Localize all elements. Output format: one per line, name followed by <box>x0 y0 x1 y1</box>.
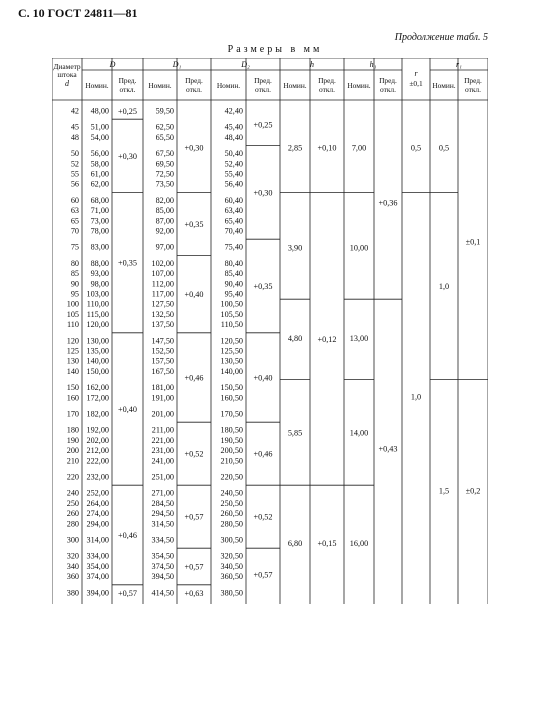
rod-diameter-value: 180 <box>66 425 79 435</box>
D2-nominal-value: 260,50 <box>220 509 243 519</box>
D2-nominal-value: 170,50 <box>220 409 243 419</box>
header-tolerance: Пред. <box>254 76 272 85</box>
header-tolerance: откл. <box>119 85 136 94</box>
rod-diameter-value: 42 <box>70 106 79 116</box>
D1-tol-value: +0,35 <box>184 219 204 229</box>
rod-diameter-value: 260 <box>66 509 79 519</box>
D-nominal-value: 68,00 <box>90 195 109 205</box>
D2-nominal-value: 200,50 <box>220 446 243 456</box>
D2-nominal-value: 50,40 <box>224 149 243 159</box>
D1-nominal-value: 221,00 <box>151 435 174 445</box>
D1-nominal-value: 374,50 <box>151 561 174 571</box>
D-nominal-value: 115,00 <box>86 309 109 319</box>
rod-diameter-value: 130 <box>66 356 79 366</box>
D-nominal-value: 212,00 <box>86 446 109 456</box>
h-nom-value: 3,90 <box>287 243 303 253</box>
D-nominal-value: 73,00 <box>90 216 109 226</box>
D2-nominal-value: 160,50 <box>220 393 243 403</box>
D-tol-value: +0,57 <box>118 588 137 598</box>
D2-nominal-value: 110,50 <box>220 320 243 330</box>
D1-nominal-value: 87,00 <box>155 216 174 226</box>
header-nominal: Номин. <box>85 81 109 90</box>
D1-nominal-value: 354,50 <box>151 551 174 561</box>
D-nominal-value: 88,00 <box>90 258 109 268</box>
D2-nominal-value: 80,40 <box>224 258 243 268</box>
rod-diameter-value: 150 <box>66 383 79 393</box>
D2-nominal-value: 120,50 <box>220 336 243 346</box>
header-nominal: Номин. <box>432 81 456 90</box>
D-nominal-value: 182,00 <box>86 409 109 419</box>
rod-diameter-value: 120 <box>66 336 79 346</box>
header-d: D <box>109 60 116 69</box>
D2-nominal-value: 70,40 <box>224 226 243 236</box>
D2-nominal-value: 42,40 <box>224 106 243 116</box>
D1-nominal-value: 72,50 <box>155 169 174 179</box>
rod-diameter-value: 125 <box>66 346 79 356</box>
h1-nom-value: 16,00 <box>349 539 369 549</box>
continuation-note: Продолжение табл. 5 <box>394 32 488 43</box>
header-tolerance: Пред. <box>118 76 137 85</box>
D1-nominal-value: 62,50 <box>155 122 174 132</box>
D1-tol-value: +0,52 <box>184 449 204 459</box>
D-nominal-value: 274,00 <box>86 509 109 519</box>
D1-nominal-value: 414,50 <box>151 588 174 598</box>
D-tol-value: +0,40 <box>118 405 137 414</box>
rod-diameter-value: 110 <box>67 320 79 330</box>
D1-tol-value: +0,57 <box>184 512 204 522</box>
h1-nom-value: 7,00 <box>351 143 367 153</box>
D2-nominal-value: 180,50 <box>220 425 243 435</box>
D1-nominal-value: 65,50 <box>155 132 174 142</box>
D2-tol-value: +0,25 <box>253 120 273 130</box>
h-nom-value: 6,80 <box>287 539 303 549</box>
D-nominal-value: 232,00 <box>86 472 109 482</box>
D-tol-value: +0,30 <box>118 151 137 161</box>
D1-nominal-value: 132,50 <box>151 309 174 319</box>
rod-diameter-value: 190 <box>66 435 79 445</box>
D1-nominal-value: 167,50 <box>151 366 174 376</box>
D2-nominal-value: 55,40 <box>224 169 243 179</box>
D2-nominal-value: 360,50 <box>220 572 243 582</box>
header-tolerance: откл. <box>186 85 202 94</box>
D-nominal-value: 264,00 <box>86 498 109 508</box>
D1-nominal-value: 334,50 <box>151 535 174 545</box>
rod-diameter-value: 50 <box>70 149 79 159</box>
rod-diameter-value: 52 <box>70 159 79 169</box>
r-value: 0,5 <box>410 143 422 153</box>
D1-tol-value: +0,46 <box>184 373 204 383</box>
rod-diameter-value: 140 <box>66 366 79 376</box>
D-nominal-value: 56,00 <box>90 149 109 159</box>
D-nominal-value: 54,00 <box>90 132 109 142</box>
rod-diameter-value: 55 <box>70 169 79 179</box>
D2-nominal-value: 190,50 <box>220 435 243 445</box>
D1-nominal-value: 127,50 <box>151 299 174 309</box>
rod-diameter-value: 340 <box>66 561 79 571</box>
D-nominal-value: 135,00 <box>86 346 109 356</box>
D1-nominal-value: 211,00 <box>151 425 174 435</box>
r1-nom-value: 1,5 <box>438 486 450 496</box>
D-nominal-value: 48,00 <box>90 106 109 116</box>
header-tolerance: откл. <box>380 85 396 94</box>
D2-nominal-value: 90,40 <box>224 279 243 289</box>
D2-nominal-value: 280,50 <box>220 519 243 529</box>
D-nominal-value: 334,00 <box>86 551 109 561</box>
D2-nominal-value: 65,40 <box>224 216 243 226</box>
rod-diameter-value: 100 <box>66 299 79 309</box>
D1-nominal-value: 82,00 <box>155 195 174 205</box>
header-r: r <box>414 69 418 78</box>
D1-nominal-value: 152,50 <box>151 346 174 356</box>
D-nominal-value: 98,00 <box>90 279 109 289</box>
D1-nominal-value: 137,50 <box>151 320 174 330</box>
D1-nominal-value: 102,00 <box>151 258 174 268</box>
rod-diameter-value: 90 <box>70 279 79 289</box>
D1-nominal-value: 394,50 <box>151 572 174 582</box>
header-nominal: Номин. <box>148 81 172 90</box>
header-d1: D₁ <box>172 60 182 69</box>
D1-nominal-value: 69,50 <box>155 159 174 169</box>
h-nom-value: 2,85 <box>287 143 303 153</box>
D1-nominal-value: 157,50 <box>151 356 174 366</box>
table-caption: Размеры в мм <box>227 44 323 55</box>
header-tolerance: Пред. <box>464 76 482 85</box>
rod-diameter-value: 60 <box>70 195 79 205</box>
D2-tol-value: +0,40 <box>253 373 273 383</box>
header-tolerance: откл. <box>319 85 335 94</box>
D1-nominal-value: 117,00 <box>151 289 174 299</box>
D1-nominal-value: 107,00 <box>151 269 174 279</box>
D-nominal-value: 61,00 <box>90 169 109 179</box>
D-nominal-value: 110,00 <box>86 299 109 309</box>
header-r: ±0,1 <box>409 79 423 88</box>
rod-diameter-value: 250 <box>66 498 79 508</box>
D2-nominal-value: 75,40 <box>224 242 243 252</box>
D2-nominal-value: 220,50 <box>220 472 243 482</box>
header-nominal: Номин. <box>283 81 307 90</box>
header-r1: r₁ <box>456 60 462 69</box>
D2-tol-value: +0,57 <box>253 570 273 580</box>
D-nominal-value: 83,00 <box>90 242 109 252</box>
D-nominal-value: 252,00 <box>86 488 109 498</box>
D2-nominal-value: 105,50 <box>220 309 243 319</box>
h-tol-value: +0,12 <box>317 334 337 344</box>
rod-diameter-value: 48 <box>70 132 79 142</box>
r1-tol-value: ±0,1 <box>465 237 481 247</box>
D-nominal-value: 62,00 <box>90 179 109 189</box>
rod-diameter-value: 210 <box>66 456 79 466</box>
D1-nominal-value: 251,00 <box>151 472 174 482</box>
D-nominal-value: 222,00 <box>86 456 109 466</box>
h1-tol-value: +0,36 <box>378 198 398 208</box>
rod-diameter-value: 63 <box>70 206 79 216</box>
D1-tol-value: +0,30 <box>184 143 204 153</box>
h1-nom-value: 13,00 <box>349 333 369 343</box>
h-tol-value: +0,10 <box>317 143 337 153</box>
D-nominal-value: 51,00 <box>90 122 109 132</box>
h-nom-value: 5,85 <box>287 428 303 438</box>
rod-diameter-value: 240 <box>66 488 79 498</box>
r-value: 1,0 <box>410 392 422 402</box>
D2-nominal-value: 380,50 <box>220 588 243 598</box>
D-nominal-value: 314,00 <box>86 535 109 545</box>
page-header: С. 10 ГОСТ 24811—81 <box>18 6 138 20</box>
D2-nominal-value: 210,50 <box>220 456 243 466</box>
D2-nominal-value: 320,50 <box>220 551 243 561</box>
D1-nominal-value: 97,00 <box>155 242 174 252</box>
header-d2: D₂ <box>241 60 250 69</box>
D-nominal-value: 150,00 <box>86 366 109 376</box>
header-rod-diameter: Диаметр <box>53 62 81 71</box>
D1-nominal-value: 284,50 <box>151 498 174 508</box>
h1-tol-value: +0,43 <box>378 444 398 454</box>
dimensions-table <box>52 58 488 630</box>
rod-diameter-value: 160 <box>66 393 79 403</box>
D2-nominal-value: 125,50 <box>220 346 243 356</box>
D-tol-value: +0,25 <box>118 107 137 117</box>
D1-nominal-value: 92,00 <box>155 226 174 236</box>
D1-nominal-value: 314,50 <box>151 519 174 529</box>
rod-diameter-value: 360 <box>66 572 79 582</box>
h1-nom-value: 10,00 <box>349 243 369 253</box>
header-h1: h₁ <box>369 60 377 69</box>
D2-nominal-value: 250,50 <box>220 498 243 508</box>
D2-nominal-value: 300,50 <box>220 535 243 545</box>
D-nominal-value: 140,00 <box>86 356 109 366</box>
header-tolerance: Пред. <box>379 76 397 85</box>
D1-nominal-value: 67,50 <box>155 149 174 159</box>
D1-nominal-value: 59,50 <box>155 106 174 116</box>
header-rod-diameter: d <box>65 79 69 88</box>
D-nominal-value: 71,00 <box>90 206 109 216</box>
header-nominal: Номин. <box>347 81 371 90</box>
D-tol-value: +0,35 <box>118 258 137 268</box>
D2-nominal-value: 45,40 <box>224 122 243 132</box>
D-nominal-value: 120,00 <box>86 320 109 330</box>
rod-diameter-value: 70 <box>70 226 79 236</box>
D-nominal-value: 192,00 <box>86 425 109 435</box>
D2-nominal-value: 95,40 <box>224 289 243 299</box>
D2-nominal-value: 140,00 <box>220 366 243 376</box>
header-tolerance: откл. <box>255 85 271 94</box>
rod-diameter-value: 65 <box>70 216 79 226</box>
rod-diameter-value: 56 <box>70 179 79 189</box>
header-tolerance: откл. <box>465 85 481 94</box>
header-h: h <box>310 60 314 69</box>
D2-nominal-value: 100,50 <box>220 299 243 309</box>
D1-nominal-value: 73,50 <box>155 179 174 189</box>
D2-nominal-value: 150,50 <box>220 383 243 393</box>
rod-diameter-value: 80 <box>70 258 79 268</box>
rod-diameter-value: 380 <box>66 588 79 598</box>
D-nominal-value: 202,00 <box>86 435 109 445</box>
D1-nominal-value: 147,50 <box>151 336 174 346</box>
header-tolerance: Пред. <box>318 76 336 85</box>
D1-nominal-value: 241,00 <box>151 456 174 466</box>
rod-diameter-value: 85 <box>70 269 79 279</box>
D1-nominal-value: 231,00 <box>151 446 174 456</box>
rod-diameter-value: 220 <box>66 472 79 482</box>
rod-diameter-value: 75 <box>70 242 79 252</box>
D1-nominal-value: 85,00 <box>155 206 174 216</box>
rod-diameter-value: 45 <box>70 122 79 132</box>
rod-diameter-value: 320 <box>66 551 79 561</box>
D1-nominal-value: 112,00 <box>151 279 174 289</box>
h-nom-value: 4,80 <box>287 333 303 343</box>
D-tol-value: +0,46 <box>118 531 137 540</box>
r1-nom-value: 1,0 <box>438 282 450 291</box>
D1-tol-value: +0,57 <box>184 562 204 572</box>
D2-nominal-value: 48,40 <box>224 132 243 142</box>
D-nominal-value: 103,00 <box>86 289 109 299</box>
header-tolerance: Пред. <box>185 76 203 85</box>
D2-nominal-value: 63,40 <box>224 206 243 216</box>
D2-nominal-value: 56,40 <box>224 179 243 189</box>
rod-diameter-value: 300 <box>66 535 79 545</box>
D1-nominal-value: 201,00 <box>151 409 174 419</box>
D-nominal-value: 172,00 <box>86 393 109 403</box>
rod-diameter-value: 105 <box>66 309 79 319</box>
D2-tol-value: +0,46 <box>253 449 273 459</box>
D-nominal-value: 394,00 <box>86 588 109 598</box>
r1-tol-value: ±0,2 <box>465 486 481 496</box>
D2-nominal-value: 130,50 <box>220 356 243 366</box>
D-nominal-value: 93,00 <box>90 269 109 279</box>
header-rod-diameter: штока <box>57 70 77 79</box>
D-nominal-value: 58,00 <box>90 159 109 169</box>
D-nominal-value: 374,00 <box>86 572 109 582</box>
D2-tol-value: +0,35 <box>253 282 273 291</box>
D1-nominal-value: 181,00 <box>151 383 174 393</box>
D1-nominal-value: 294,50 <box>151 509 174 519</box>
D-nominal-value: 130,00 <box>86 336 109 346</box>
rod-diameter-value: 280 <box>66 519 79 529</box>
D-nominal-value: 162,00 <box>86 383 109 393</box>
rod-diameter-value: 200 <box>66 446 79 456</box>
rod-diameter-value: 170 <box>66 409 79 419</box>
D2-nominal-value: 60,40 <box>224 195 243 205</box>
h-tol-value: +0,15 <box>317 539 337 549</box>
h1-nom-value: 14,00 <box>349 428 369 438</box>
D2-nominal-value: 52,40 <box>224 159 243 169</box>
D1-tol-value: +0,63 <box>184 588 204 598</box>
D1-nominal-value: 191,00 <box>151 393 174 403</box>
D2-tol-value: +0,52 <box>253 512 273 522</box>
D2-nominal-value: 85,40 <box>224 269 243 279</box>
D-nominal-value: 78,00 <box>90 226 109 236</box>
D2-nominal-value: 240,50 <box>220 488 243 498</box>
header-nominal: Номин. <box>216 81 241 90</box>
D1-tol-value: +0,40 <box>184 290 204 300</box>
D2-tol-value: +0,30 <box>253 188 273 198</box>
D-nominal-value: 294,00 <box>86 519 109 529</box>
r1-nom-value: 0,5 <box>438 143 450 153</box>
D2-nominal-value: 340,50 <box>220 561 243 571</box>
D1-nominal-value: 271,00 <box>151 488 174 498</box>
rod-diameter-value: 95 <box>70 289 79 299</box>
D-nominal-value: 354,00 <box>86 561 109 571</box>
